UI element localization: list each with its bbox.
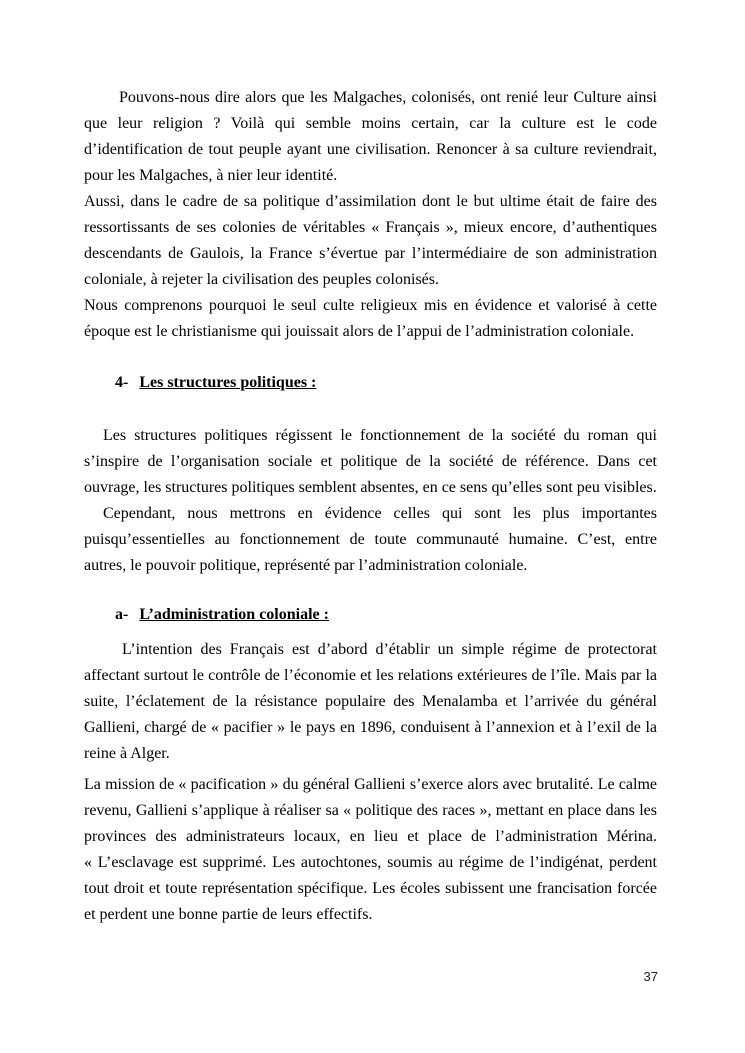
section-heading-administration-coloniale: [84, 602, 657, 628]
document-body: [84, 85, 657, 928]
section-number: 4-: [115, 374, 129, 391]
paragraph-assimilation: Aussi, dans le cadre de sa politique d’assimilation dont le but ultime était de faire des ressortissants de ses colonies de véritables « Français », mieux encore, d’authentiques descendants de Gaulois, la France s’évertue par l’intermédiaire de son administration coloniale, à rejeter la civilisation des peuples colonisés.: [84, 193, 657, 288]
section-heading-structures-politiques: [84, 370, 657, 396]
page-number: 37: [643, 969, 658, 984]
paragraph-intention-francais: L’intention des Français est d’abord d’établir un simple régime de protectorat affectant surtout le contrôle de l’économie et les relations extérieures de l’île. Mais par la suite, l’éclatement de la résistance populaire des Menalamba et l’arrivée du général Gallieni, chargé de « pacifier » le pays en 1896, conduisent à l’annexion et à l’exil de la reine à Alger.: [84, 641, 657, 762]
paragraph-mission-pacification: La mission de « pacification » du général Gallieni s’exerce alors avec brutalité. Le calme revenu, Gallieni s’applique à réaliser sa « politique des races », mettant en place dans les provinces des administrateurs locaux, en lieu et place de l’administration Mérina. « L’esclavage est supprimé. Les autochtones, soumis au régime de l’indigénat, perdent tout droit et toute représentation spécifique. Les écoles subissent une francisation forcée et perdent une bonne partie de leurs effectifs.: [84, 776, 657, 923]
paragraph-culture-religion: Pouvons-nous dire alors que les Malgaches, colonisés, ont renié leur Culture ainsi que leur religion ? Voilà qui semble moins certain, car la culture est le code d’identification de tout peuple ayant une civilisation. Renoncer à sa culture reviendrait, pour les Malgaches, à nier leur identité.: [84, 89, 657, 184]
subsection-number: a-: [115, 606, 129, 623]
paragraph-christianisme: Nous comprenons pourquoi le seul culte religieux mis en évidence et valorisé à cette époque est le christianisme qui jouissait alors de l’appui de l’administration coloniale.: [84, 297, 657, 340]
paragraph-structures-regissent: Les structures politiques régissent le fonctionnement de la société du roman qui s’inspire de l’organisation sociale et politique de la société de référence. Dans cet ouvrage, les structures politiques semblent absentes, en ce sens qu’elles sont peu visibles.: [84, 427, 657, 496]
section-title: Les structures politiques :: [139, 374, 317, 391]
subsection-title: L’administration coloniale :: [139, 606, 329, 623]
paragraph-cependant: Cependant, nous mettrons en évidence celles qui sont les plus importantes puisqu’essentielles au fonctionnement de toute communauté humaine. C’est, entre autres, le pouvoir politique, représenté par l’administration coloniale.: [84, 505, 657, 574]
